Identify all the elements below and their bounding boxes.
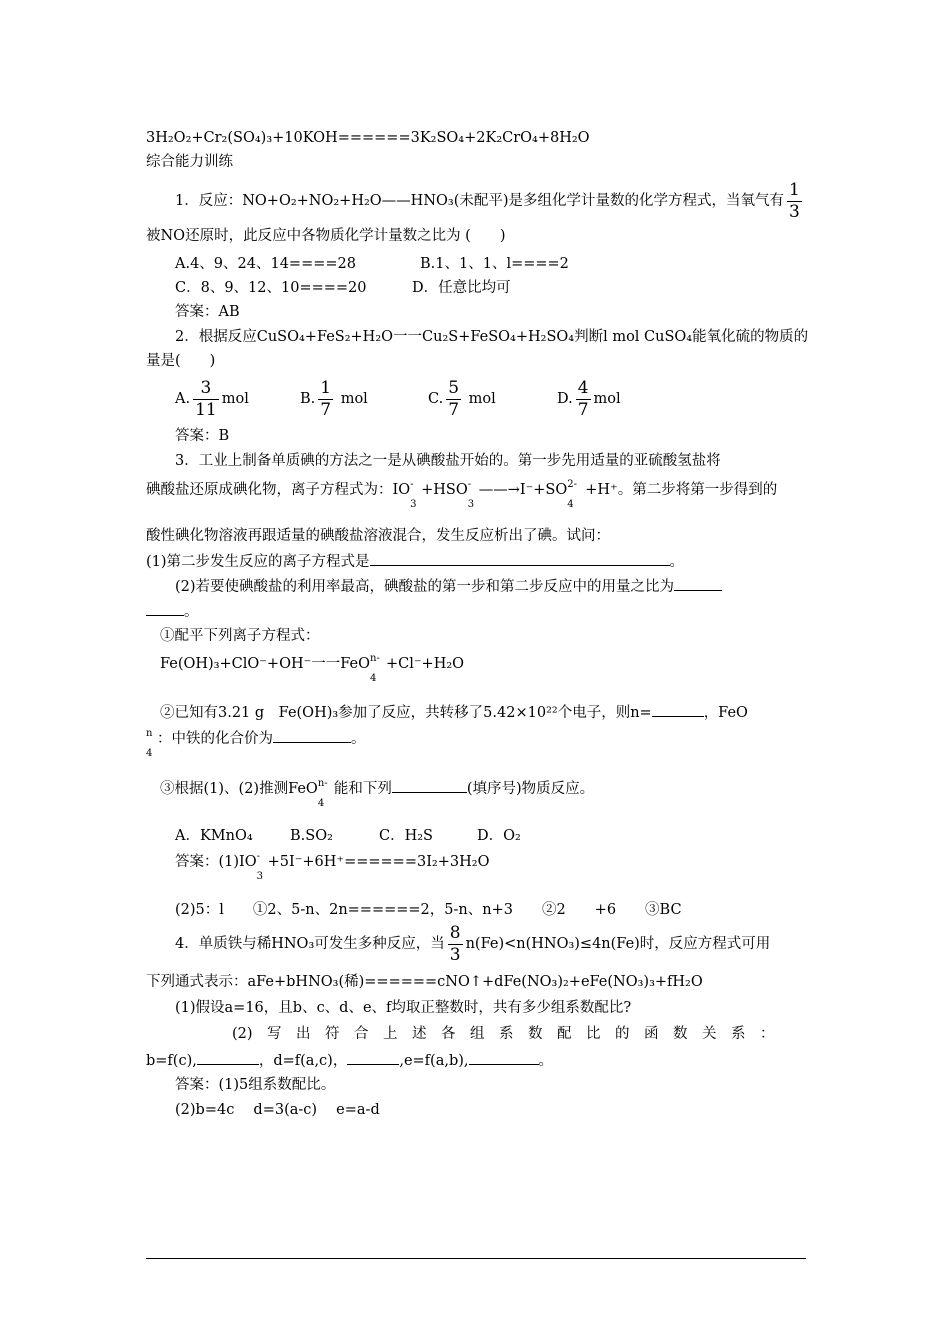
q3-answer-1: 答案：(1)IO - 3 +5I⁻+6H⁺======3I₂+3H₂O <box>175 851 490 882</box>
q3-sub2-blank-n[interactable] <box>652 702 704 717</box>
q4-blank-b[interactable] <box>197 1050 259 1065</box>
footer-rule <box>146 1258 806 1259</box>
q4-answer-1: 答案：(1)5组系数配比。 <box>175 1077 336 1093</box>
q1-option-d: D．任意比均可 <box>412 280 511 296</box>
q4-question-2: (2) 写 出 符 合 上 述 各 组 系 数 配 比 的 函 数 关 系 ： <box>232 1026 775 1042</box>
q2-option-b-fraction: $\frac{1}{7}$ <box>320 377 332 420</box>
q3-sub3: ③根据(1)、(2)推测FeO n- 4 能和下列 (填序号)物质反应。 <box>160 778 595 809</box>
q3-sub2-blank-valence[interactable] <box>273 728 351 743</box>
q2-option-a: A. $\frac{3}{11}$ mol <box>175 377 249 420</box>
q3-stem-line3: 酸性碘化物溶液再跟适量的碘酸盐溶液混合，发生反应析出了碘。试问： <box>146 528 610 544</box>
q3-sub1-label: ①配平下列离子方程式： <box>160 628 320 644</box>
q4-blank-d[interactable] <box>347 1050 399 1065</box>
q4-question-1: (1)假设a=16，且b、c、d、e、f均取正整数时，共有多少组系数配比? <box>175 1000 632 1016</box>
q3-sub2-line2: n 4 ：中铁的化合价为 。 <box>146 728 366 759</box>
q4-fraction: $\frac{8}{3}$ <box>449 922 461 965</box>
q1-option-b: B.1、1、1、l====2 <box>420 256 569 272</box>
q2-option-d: D. $\frac{4}{7}$ mol <box>557 377 621 420</box>
q1-stem-line1: 1．反应：NO+O₂+NO₂+H₂O——HNO₃(未配平)是多组化学计量数的化学方程式，当氧气有 $\frac{1}{3}$ <box>175 179 800 222</box>
q3-question-2-cont: 。 <box>146 601 199 622</box>
q3-sub2-line1: ②已知有3.21 g Fe(OH)₃参加了反应，共转移了5.42×10²²个电子，则n= ，FeO <box>160 702 748 723</box>
q4-question-2-blanks: b=f(c), ，d=f(a,c)， ,e=f(a,b), 。 <box>146 1050 553 1071</box>
q2-option-b: B. $\frac{1}{7}$ mol <box>300 377 368 420</box>
q3-option-d: D．O₂ <box>477 828 521 844</box>
q2-option-c-fraction: $\frac{5}{7}$ <box>448 377 460 420</box>
q3-sub3-blank[interactable] <box>392 778 467 793</box>
q3-stem-line1: 3．工业上制备单质碘的方法之一是从碘酸盐开始的。第一步先用适量的亚硫酸氢盐将 <box>175 453 721 469</box>
q3-option-b: B.SO₂ <box>290 828 333 844</box>
q4-answer-2: (2)b=4c d=3(a-c) e=a-d <box>175 1102 380 1118</box>
q3-option-a: A．KMnO₄ <box>175 828 253 844</box>
q2-option-d-fraction: $\frac{4}{7}$ <box>577 377 589 420</box>
q2-stem-line2: 量是( ) <box>146 353 216 369</box>
q1-option-a: A.4、9、24、14====28 <box>175 256 356 272</box>
q4-blank-e[interactable] <box>469 1050 539 1065</box>
q1-stem-line2: 被NO还原时，此反应中各物质化学计量数之比为 ( ) <box>146 228 506 244</box>
q3-sub1-equation: Fe(OH)₃+ClO⁻+OH⁻一一FeO n- 4 +Cl⁻+H₂O <box>160 653 465 684</box>
q3-answer-blank-1[interactable] <box>370 551 670 566</box>
q1-option-c: C．8、9、12、10====20 <box>175 280 367 296</box>
section-title: 综合能力训练 <box>146 154 233 170</box>
q2-stem-line1: 2．根据反应CuSO₄+FeS₂+H₂O一一Cu₂S+FeSO₄+H₂SO₄判断l mol CuSO₄能氧化硫的物质的 <box>175 329 809 345</box>
q2-option-c: C. $\frac{5}{7}$ mol <box>428 377 496 420</box>
q3-question-2: (2)若要使碘酸盐的利用率最高，碘酸盐的第一步和第二步反应中的用量之比为 <box>175 576 722 597</box>
q3-stem-line2: 碘酸盐还原成碘化物，离子方程式为：IO - 3 +HSO - 3 ——→I⁻+SO 2- 4 +H⁺。第二步将第一步得到的 <box>146 479 778 510</box>
q3-option-c: C．H₂S <box>379 828 433 844</box>
q3-answer-blank-2b[interactable] <box>146 601 184 616</box>
q1-fraction: $\frac{1}{3}$ <box>789 179 800 222</box>
q4-stem-line2: 下列通式表示：aFe+bHNO₃(稀)======cNO↑+dFe(NO₃)₂+eFe(NO₃)₃+fH₂O <box>146 974 703 990</box>
q2-answer: 答案：B <box>175 428 230 444</box>
q3-answer-2: (2)5：l ①2、5-n、2n======2，5-n、n+3 ②2 +6 ③BC <box>175 902 682 918</box>
q3-answer-blank-2a[interactable] <box>674 576 722 591</box>
top-equation: 3H₂O₂+Cr₂(SO₄)₃+10KOH======3K₂SO₄+2K₂CrO₄+8H₂O <box>146 130 590 146</box>
q4-stem-line1: 4．单质铁与稀HNO₃可发生多种反应，当 $\frac{8}{3}$ n(Fe)<n(HNO₃)≤4n(Fe)时，反应方程式可用 <box>175 922 771 965</box>
q2-option-a-fraction: $\frac{3}{11}$ <box>195 377 217 420</box>
q3-question-1: (1)第二步发生反应的离子方程式是 。 <box>146 551 684 572</box>
q1-answer: 答案：AB <box>175 304 240 320</box>
